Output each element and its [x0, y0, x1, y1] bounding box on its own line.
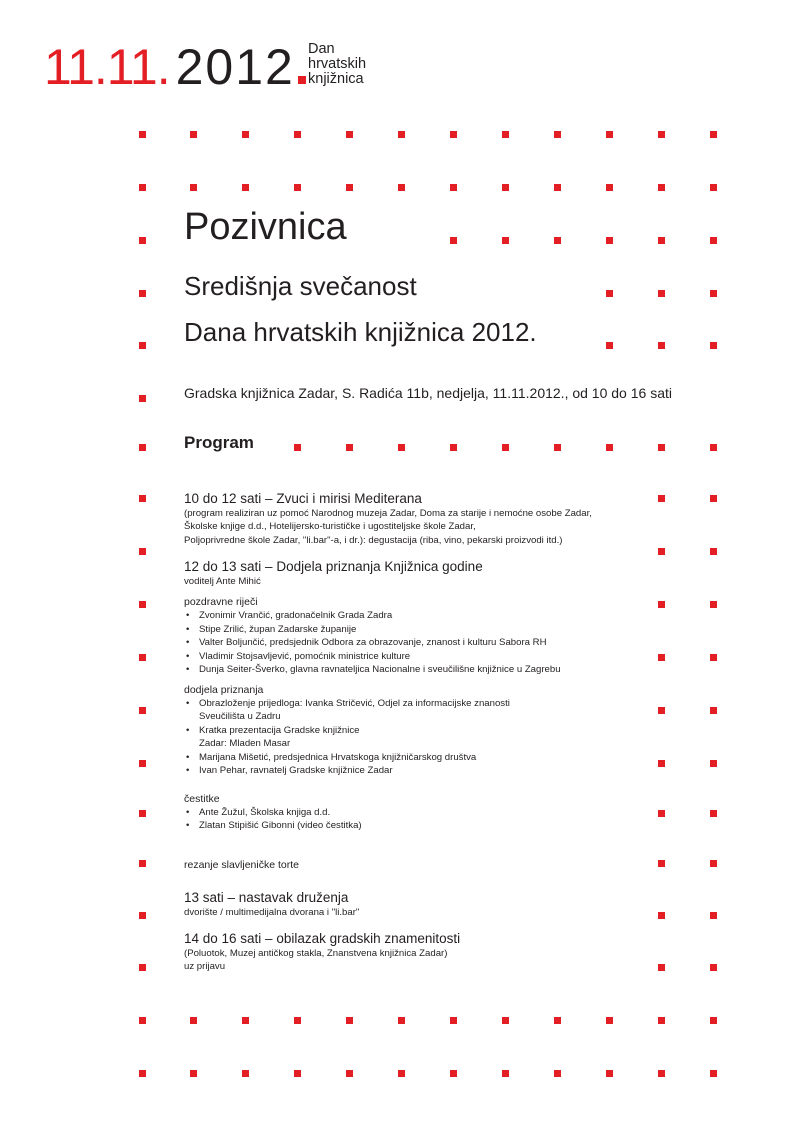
decorative-dot [242, 131, 249, 138]
decorative-dot [294, 1017, 301, 1024]
decorative-dot [398, 1070, 405, 1077]
decorative-dot [658, 601, 665, 608]
decorative-dot [658, 1070, 665, 1077]
decorative-dot [658, 444, 665, 451]
program-content [184, 490, 654, 974]
event-block-3 [184, 889, 654, 919]
event-title: 12 do 13 sati – Dodjela priznanja Knjižnica godine [184, 558, 483, 574]
decorative-dot [242, 1017, 249, 1024]
decorative-dot [346, 184, 353, 191]
decorative-dot [450, 1070, 457, 1077]
page-title: Pozivnica [184, 206, 347, 248]
program-heading: Program [184, 433, 254, 452]
decorative-dot [710, 1017, 717, 1024]
decorative-dot [658, 184, 665, 191]
decorative-dot [139, 395, 146, 402]
decorative-dot [658, 810, 665, 817]
event-title: 10 do 12 sati – Zvuci i mirisi Mediterana [184, 491, 422, 506]
decorative-dot [346, 1017, 353, 1024]
list-item [184, 724, 654, 751]
decorative-dot [139, 810, 146, 817]
decorative-dot [658, 1017, 665, 1024]
decorative-dot [658, 290, 665, 297]
decorative-dot [398, 1017, 405, 1024]
decorative-dot [710, 290, 717, 297]
decorative-dot [710, 237, 717, 244]
decorative-dot [450, 131, 457, 138]
decorative-dot [190, 184, 197, 191]
decorative-dot [710, 495, 717, 502]
decorative-dot [139, 548, 146, 555]
decorative-dot [502, 237, 509, 244]
event-note [184, 947, 654, 974]
decorative-dot [139, 601, 146, 608]
list-item: • Valter Boljunčić, predsjednik Odbora za obrazovanje, znanost i kulturu Sabora RH [184, 636, 654, 650]
decorative-dot [346, 131, 353, 138]
decorative-dot [554, 444, 561, 451]
decorative-dot [139, 760, 146, 767]
decorative-dot [294, 184, 301, 191]
decorative-dot [658, 495, 665, 502]
decorative-dot [294, 131, 301, 138]
awards-label: dodjela priznanja [184, 683, 264, 696]
decorative-dot [294, 1070, 301, 1077]
decorative-dot [190, 1070, 197, 1077]
header-title-line: Dan [308, 41, 335, 57]
decorative-dot [139, 707, 146, 714]
header-title-line: hrvatskih [308, 56, 367, 72]
decorative-dot [606, 131, 613, 138]
list-item: • Zvonimir Vrančić, gradonačelnik Grada Zadra [184, 609, 654, 623]
decorative-dot [606, 1017, 613, 1024]
event-host: voditelj Ante Mihić [184, 575, 261, 587]
greetings-list [184, 609, 654, 677]
decorative-dot [554, 1017, 561, 1024]
event-title: 14 do 16 sati – obilazak gradskih znamenitosti [184, 930, 461, 946]
decorative-dot [658, 237, 665, 244]
header-date-red: 11.11. [44, 39, 170, 95]
decorative-dot [710, 601, 717, 608]
decorative-dot [710, 342, 717, 349]
header-red-square [298, 76, 306, 84]
decorative-dot [139, 342, 146, 349]
decorative-dot [242, 184, 249, 191]
list-item: • Stipe Zrilić, župan Zadarske županije [184, 623, 654, 637]
event-block-1 [184, 490, 654, 547]
list-item: • Zlatan Stipišić Gibonni (video čestitka) [184, 819, 654, 833]
decorative-dot [710, 860, 717, 867]
decorative-dot [139, 184, 146, 191]
decorative-dot [554, 131, 561, 138]
decorative-dot [658, 342, 665, 349]
header-title [308, 42, 366, 87]
decorative-dot [139, 237, 146, 244]
list-item [184, 697, 654, 724]
decorative-dot [606, 1070, 613, 1077]
decorative-dot [710, 912, 717, 919]
event-location: Gradska knjižnica Zadar, S. Radića 11b, nedjelja, 11.11.2012., od 10 do 16 sati [184, 385, 672, 401]
decorative-dot [502, 184, 509, 191]
decorative-dot [658, 654, 665, 661]
decorative-dot [710, 810, 717, 817]
list-item: • Vladimir Stojsavljević, pomoćnik ministrice kulture [184, 650, 654, 664]
list-item: • Ante Žužul, Školska knjiga d.d. [184, 806, 654, 820]
decorative-dot [502, 131, 509, 138]
list-item: • Marijana Mišetić, predsjednica Hrvatskoga knjižničarskog društva [184, 751, 654, 765]
decorative-dot [139, 912, 146, 919]
decorative-dot [190, 1017, 197, 1024]
header-title-line: knjižnica [308, 71, 364, 87]
decorative-dot [606, 184, 613, 191]
event-note: dvorište / multimedijalna dvorana i "li.bar" [184, 906, 360, 918]
decorative-dot [398, 184, 405, 191]
decorative-dot [139, 131, 146, 138]
list-item: • Ivan Pehar, ravnatelj Gradske knjižnice Zadar [184, 764, 654, 778]
decorative-dot [658, 548, 665, 555]
awards-list [184, 697, 654, 778]
congrats-list [184, 806, 654, 833]
event-note-line: (program realiziran uz pomoć Narodnog muzeja Zadar, Doma za starije i nemoćne osobe Zadar, [184, 508, 592, 519]
decorative-dot [139, 964, 146, 971]
list-item-line: • Obrazloženje prijedloga: Ivanka Stričević, Odjel za informacijske znanosti [199, 697, 510, 709]
decorative-dot [658, 707, 665, 714]
decorative-dot [190, 131, 197, 138]
decorative-dot [554, 184, 561, 191]
event-note [184, 507, 654, 547]
event-block-4 [184, 930, 654, 974]
congrats-label: čestitke [184, 792, 220, 805]
event-note-line: Poljoprivredne škole Zadar, "li.bar"-a, i dr.): degustacija (riba, vino, pekarski proizvodi itd.) [184, 534, 563, 546]
decorative-dot [139, 495, 146, 502]
decorative-dot [346, 1070, 353, 1077]
decorative-dot [139, 1017, 146, 1024]
decorative-dot [398, 444, 405, 451]
decorative-dot [606, 290, 613, 297]
decorative-dot [450, 444, 457, 451]
decorative-dot [710, 707, 717, 714]
subtitle-line-2: Dana hrvatskih knjižnica 2012. [184, 317, 537, 347]
decorative-dot [710, 548, 717, 555]
header-date [44, 39, 306, 95]
decorative-dot [294, 444, 301, 451]
decorative-dot [554, 1070, 561, 1077]
decorative-dot [554, 237, 561, 244]
decorative-dot [658, 912, 665, 919]
decorative-dot [139, 290, 146, 297]
header-year: 2012 [175, 39, 295, 95]
decorative-dot [139, 860, 146, 867]
subtitle-line-1: Središnja svečanost [184, 271, 417, 301]
decorative-dot [710, 1070, 717, 1077]
decorative-dot [606, 444, 613, 451]
decorative-dot [710, 964, 717, 971]
decorative-dot [502, 1070, 509, 1077]
list-item: • Dunja Seiter-Šverko, glavna ravnateljica Nacionalne i sveučilišne knjižnice u Zagrebu [184, 663, 654, 677]
decorative-dot [658, 860, 665, 867]
decorative-dot [710, 654, 717, 661]
decorative-dot [710, 131, 717, 138]
decorative-dot [450, 1017, 457, 1024]
decorative-dot [606, 237, 613, 244]
decorative-dot [502, 444, 509, 451]
decorative-dot [139, 444, 146, 451]
list-item-line: • Kratka prezentacija Gradske knjižnice [199, 724, 360, 736]
decorative-dot [710, 444, 717, 451]
list-item-line: Zadar: Mladen Masar [199, 738, 291, 750]
event-title: 13 sati – nastavak druženja [184, 889, 349, 905]
event-note-line: uz prijavu [184, 961, 226, 973]
event-note-line: Školske knjige d.d., Hotelijersko-turističke i ugostiteljske škole Zadar, [184, 521, 476, 533]
cake-cutting: rezanje slavljeničke torte [184, 858, 299, 871]
decorative-dot [139, 1070, 146, 1077]
decorative-dot [346, 444, 353, 451]
decorative-dot [242, 1070, 249, 1077]
decorative-dot [658, 131, 665, 138]
decorative-dot [398, 131, 405, 138]
greetings-label: pozdravne riječi [184, 596, 258, 609]
decorative-dot [710, 184, 717, 191]
decorative-dot [658, 760, 665, 767]
decorative-dot [450, 237, 457, 244]
decorative-dot [502, 1017, 509, 1024]
decorative-dot [606, 342, 613, 349]
decorative-dot [450, 184, 457, 191]
decorative-dot [710, 760, 717, 767]
decorative-dot [139, 654, 146, 661]
event-block-2 [184, 558, 654, 872]
list-item-line: Sveučilišta u Zadru [199, 711, 281, 723]
decorative-dot [658, 964, 665, 971]
event-note-line: (Poluotok, Muzej antičkog stakla, Znanstvena knjižnica Zadar) [184, 947, 448, 959]
